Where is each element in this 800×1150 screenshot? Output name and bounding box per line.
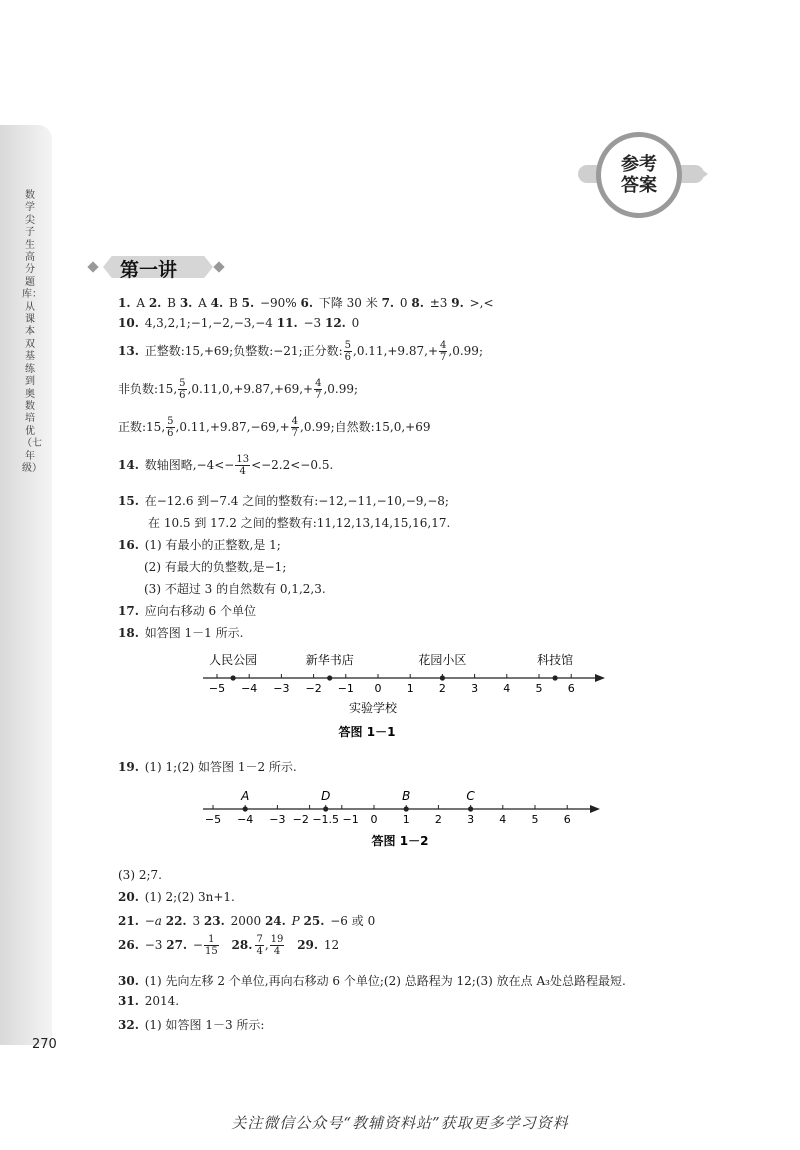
- answer-line-1: 1. A 2. B 3. A 4. B 5. −90% 6. 下降 30 米 7. 0 8. ±3 9. >,<: [118, 296, 494, 310]
- answer-line-32: 32. (1) 如答图 1－3 所示:: [118, 1018, 265, 1032]
- point-label: 花园小区: [418, 653, 467, 667]
- tick-label: −4: [241, 682, 258, 695]
- point-label: D: [321, 789, 331, 803]
- point-marker: [553, 675, 558, 680]
- pencil-tip-icon: [696, 165, 708, 183]
- point-marker: [323, 806, 328, 811]
- number-line-figure-1: [195, 648, 615, 743]
- tick-label: 1: [402, 813, 410, 826]
- fraction: $\frac{13}{4}$: [236, 454, 250, 477]
- figure-caption-1: 答图 1－1: [338, 725, 396, 739]
- diamond-icon: [213, 261, 224, 272]
- figure-caption-2: 答图 1－2: [371, 834, 429, 848]
- point-label: C: [466, 789, 475, 803]
- fraction: $\frac{7}{4}$: [256, 934, 263, 957]
- answer-line-15b: 在 10.5 到 17.2 之间的整数有:11,12,13,14,15,16,17.: [148, 516, 451, 530]
- tick-label: −3: [269, 813, 286, 826]
- badge-line2: 答案: [621, 175, 657, 196]
- point-label: B: [402, 789, 411, 803]
- below-label: 实验学校: [348, 701, 398, 715]
- answer-line-13c: 正数:15, $\frac{5}{6}$ ,0.11,+9.87,−69,+ $\frac{4}{7}$ ,0.99;自然数:15,0,+69: [118, 416, 431, 439]
- lecture-title-box: [95, 252, 220, 282]
- fraction: $\frac{5}{6}$: [344, 340, 352, 363]
- answer-line-26: 26. −3 27. − $\frac{1}{15}$ 28. $\frac{7}{4}$ , $\frac{19}{4}$ 29. 12: [118, 934, 340, 957]
- answer-line-14: 14. 数轴图略,−4<− $\frac{13}{4}$ <−2.2<−0.5.: [118, 454, 334, 477]
- fraction: $\frac{5}{6}$: [167, 416, 174, 439]
- tick-label: 1: [406, 682, 414, 695]
- fraction: $\frac{19}{4}$: [270, 934, 284, 957]
- answer-line-16c: (3) 不超过 3 的自然数有 0,1,2,3.: [144, 582, 326, 596]
- number-line-figure-2: [195, 785, 615, 855]
- answer-line-15: 15. 在−12.6 到−7.4 之间的整数有:−12,−11,−10,−9,−8;: [118, 494, 449, 508]
- tick-label: 3: [471, 682, 479, 695]
- answer-line-30: 30. (1) 先向左移 2 个单位,再向右移动 6 个单位;(2) 总路程为 12;(3) 放在点 A₃处总路程最短.: [118, 974, 626, 988]
- tick-label: 3: [467, 813, 475, 826]
- lecture-title: 第一讲: [120, 259, 178, 281]
- point-label: 人民公园: [209, 653, 258, 667]
- tick-label: −2: [305, 682, 322, 695]
- tick-label: −1: [337, 682, 354, 695]
- tick-label-cluster: −2 −1.5 −1: [292, 813, 359, 826]
- point-label: 科技馆: [537, 653, 574, 667]
- answer-line-20: 20. (1) 2;(2) 3n+1.: [118, 890, 235, 904]
- point-label: 新华书店: [305, 653, 354, 667]
- point-marker: [243, 806, 248, 811]
- tick-label: 2: [434, 813, 442, 826]
- footer-note: 关注微信公众号“教辅资料站”获取更多学习资料: [231, 1114, 569, 1132]
- badge-line1: 参考: [621, 154, 657, 175]
- answer-line-13: 13. 正整数:15,+69;负整数:−21;正分数: $\frac{5}{6}$ ,0.11,+9.87,+ $\frac{4}{7}$ ,0.99;: [118, 340, 483, 363]
- answer-line-13b: 非负数:15, $\frac{5}{6}$ ,0.11,0,+9.87,+69,+ $\frac{4}{7}$ ,0.99;: [118, 378, 359, 401]
- point-marker: [440, 675, 445, 680]
- side-book-title: 数学尖子生高分题库：从课本双基练到奥数培优（七年级）: [22, 190, 42, 474]
- tick-label: −4: [237, 813, 254, 826]
- point-marker: [468, 806, 473, 811]
- tick-label: 0: [374, 682, 382, 695]
- answer-line-16: 16. (1) 有最小的正整数,是 1;: [118, 538, 281, 552]
- tick-label: 4: [503, 682, 511, 695]
- answer-line-2: 10. 4,3,2,1;−1,−2,−3,−4 11. −3 12. 0: [118, 316, 360, 330]
- tick-label: −3: [273, 682, 290, 695]
- fraction: $\frac{4}{7}$: [315, 378, 322, 401]
- page-number: 270: [32, 1037, 57, 1052]
- point-label: A: [241, 789, 250, 803]
- badge-circle: [596, 132, 682, 218]
- arrow-icon: [590, 805, 600, 813]
- answer-line-18: 18. 如答图 1－1 所示.: [118, 626, 244, 640]
- answer-line-17: 17. 应向右移动 6 个单位: [118, 604, 256, 618]
- answer-line-19b: (3) 2;7.: [118, 868, 162, 882]
- fraction: $\frac{4}{7}$: [440, 340, 447, 363]
- point-marker: [327, 675, 332, 680]
- tick-label: 5: [535, 682, 543, 695]
- answer-line-19: 19. (1) 1;(2) 如答图 1－2 所示.: [118, 760, 297, 774]
- tick-label: −5: [208, 682, 226, 695]
- tick-label: 2: [438, 682, 446, 695]
- diamond-icon: [87, 261, 98, 272]
- tick-label: 6: [563, 813, 571, 826]
- tick-label: 4: [499, 813, 507, 826]
- tick-label: −5: [204, 813, 222, 826]
- fraction: $\frac{5}{6}$: [179, 378, 186, 401]
- answer-line-21: 21. −a 22. 3 23. 2000 24. P 25. −6 或 0: [118, 914, 376, 928]
- answer-badge: [578, 132, 710, 222]
- answer-line-16b: (2) 有最大的负整数,是−1;: [144, 560, 287, 574]
- point-marker: [404, 806, 409, 811]
- fraction: $\frac{4}{7}$: [291, 416, 299, 439]
- tick-label: 0: [370, 813, 378, 826]
- point-marker: [231, 675, 236, 680]
- tick-label: 5: [531, 813, 539, 826]
- fraction: $\frac{1}{15}$: [204, 934, 218, 957]
- tick-label: 6: [567, 682, 575, 695]
- arrow-icon: [595, 674, 605, 682]
- answer-line-31: 31. 2014.: [118, 994, 180, 1008]
